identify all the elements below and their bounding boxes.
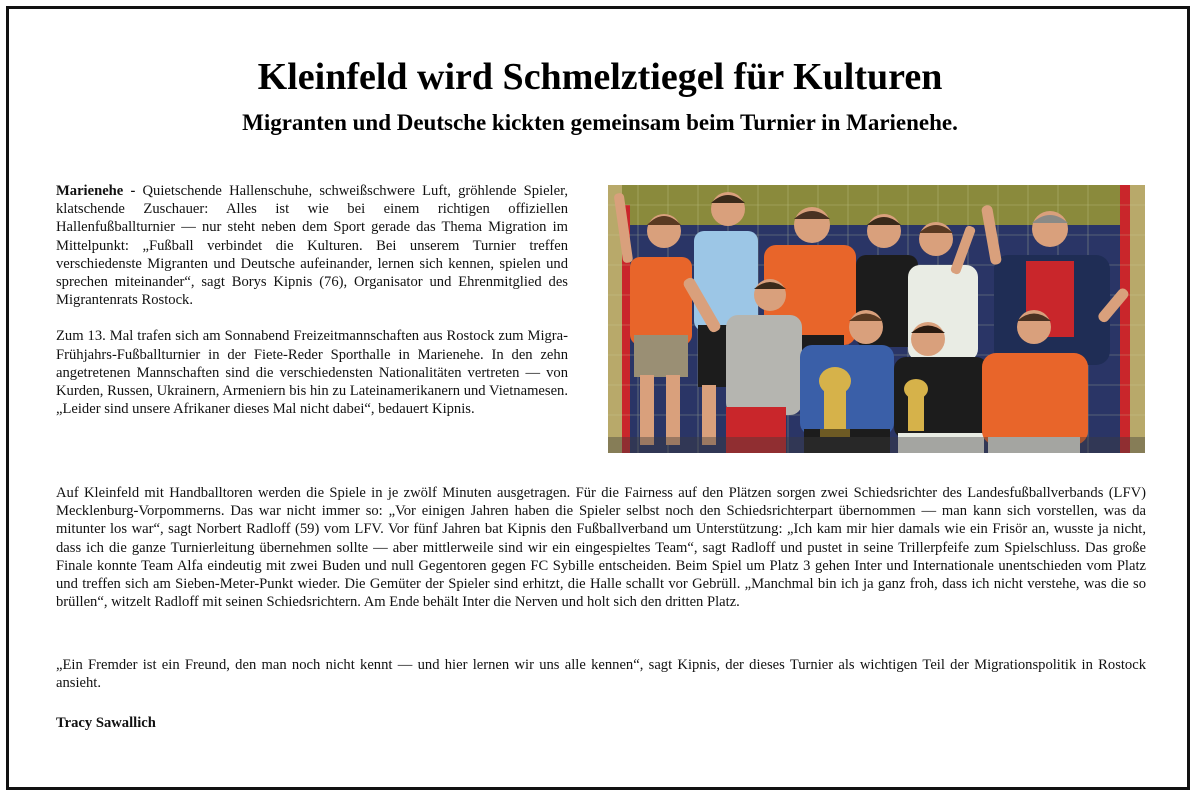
paragraph-2: Zum 13. Mal trafen sich am Sonnabend Freizeitmannschaften aus Rostock zum Migra-Frühjahrs-Fußballturnier in der Fiete-Reder Sporthalle in Marienehe. In den zehn angetretenen Mannschaften sind die verschiedensten Nationalitäten vertreten — von Kurden, Russen, Ukrainern, Armeniern bis hin zu Lateinamerikanern und Vietnamesen. „Leider sind unsere Afrikaner dieses Mal nicht dabei“, bedauert Kipnis.	[56, 328, 568, 418]
headline: Kleinfeld wird Schmelztiegel für Kulturen	[257, 56, 943, 98]
paragraph-4: „Ein Fremder ist ein Freund, den man noch nicht kennt — und hier lernen wir uns alle kennen“, sagt Kipnis, der dieses Turnier als wichtigen Teil der Migrationspolitik in Rostock ansieht.	[56, 657, 1146, 692]
right-wall	[1130, 185, 1145, 453]
dateline: Marienehe -	[56, 183, 136, 199]
team-photo-illustration	[608, 185, 1145, 453]
paragraph-1	[56, 182, 568, 309]
paragraph-1-text: Quietschende Hallenschuhe, schweißschwere Luft, gröhlende Spieler, klatschende Zuschauer: Alles ist wie bei einem richtigen offiziellen Hallenfußballturnier — nur steht neben dem Sport gerade das Thema Migration im Mittelpunkt: „Fußball verbindet die Kulturen. Bei unserem Turnier treffen verschiedenste Migranten und Deutsche aufeinander, lernen sich kennen, spielen und sprechen miteinander“, sagt Borys Kipnis (76), Organisator und Ehrenmitglied des Migrantenrats Rostock.	[56, 183, 569, 309]
right-goal-post	[1120, 185, 1130, 453]
paragraph-3: Auf Kleinfeld mit Handballtoren werden die Spiele in je zwölf Minuten ausgetragen. Für die Fairness auf den Plätzen sorgen zwei Schiedsrichter des Landesfußballverbands (LFV) Mecklenburg-Vorpommerns. Das war nicht immer so: „Vor einigen Jahren haben die Spieler selbst noch den Schiedsrichterpart übernommen — man kann sich vorstellen, was da mitunter los war“, sagt Norbert Radloff (59) vom LFV. Vor fünf Jahren bat Kipnis den Fußballverband um Unterstützung: „Ich kam mir hier damals wie ein Frisör an, wusste ja nicht, dass ich die ganze Turnierleitung übernehmen sollte — aber mittlerweile sind wir ein eingespieltes Team“, sagt Radloff und pustet in seine Trillerpfeife zum Spielschluss. Das große Finale konnte Team Alfa eindeutig mit zwei Buden und null Gegentoren gegen FC Sybille entscheiden. Beim Spiel um Platz 3 gehen Inter und Internationale unentschieden vom Platz und treffen sich am Sieben-Meter-Punkt wieder. Die Gemüter der Spieler sind erhitzt, die Halle schallt vor Gebrüll. „Manchmal bin ich ja ganz froh, dass ich nicht verstehe, was die so brüllen“, witzelt Radloff mit seinen Schiedsrichtern. Am Ende behält Inter die Nerven und holt sich den dritten Platz.	[56, 485, 1146, 611]
left-column	[56, 182, 568, 418]
subheadline: Migranten und Deutsche kickten gemeinsam beim Turnier in Marienehe.	[242, 110, 958, 135]
floor	[608, 437, 1145, 453]
author-name: Tracy Sawallich	[56, 715, 156, 731]
team-photo	[608, 185, 1145, 453]
